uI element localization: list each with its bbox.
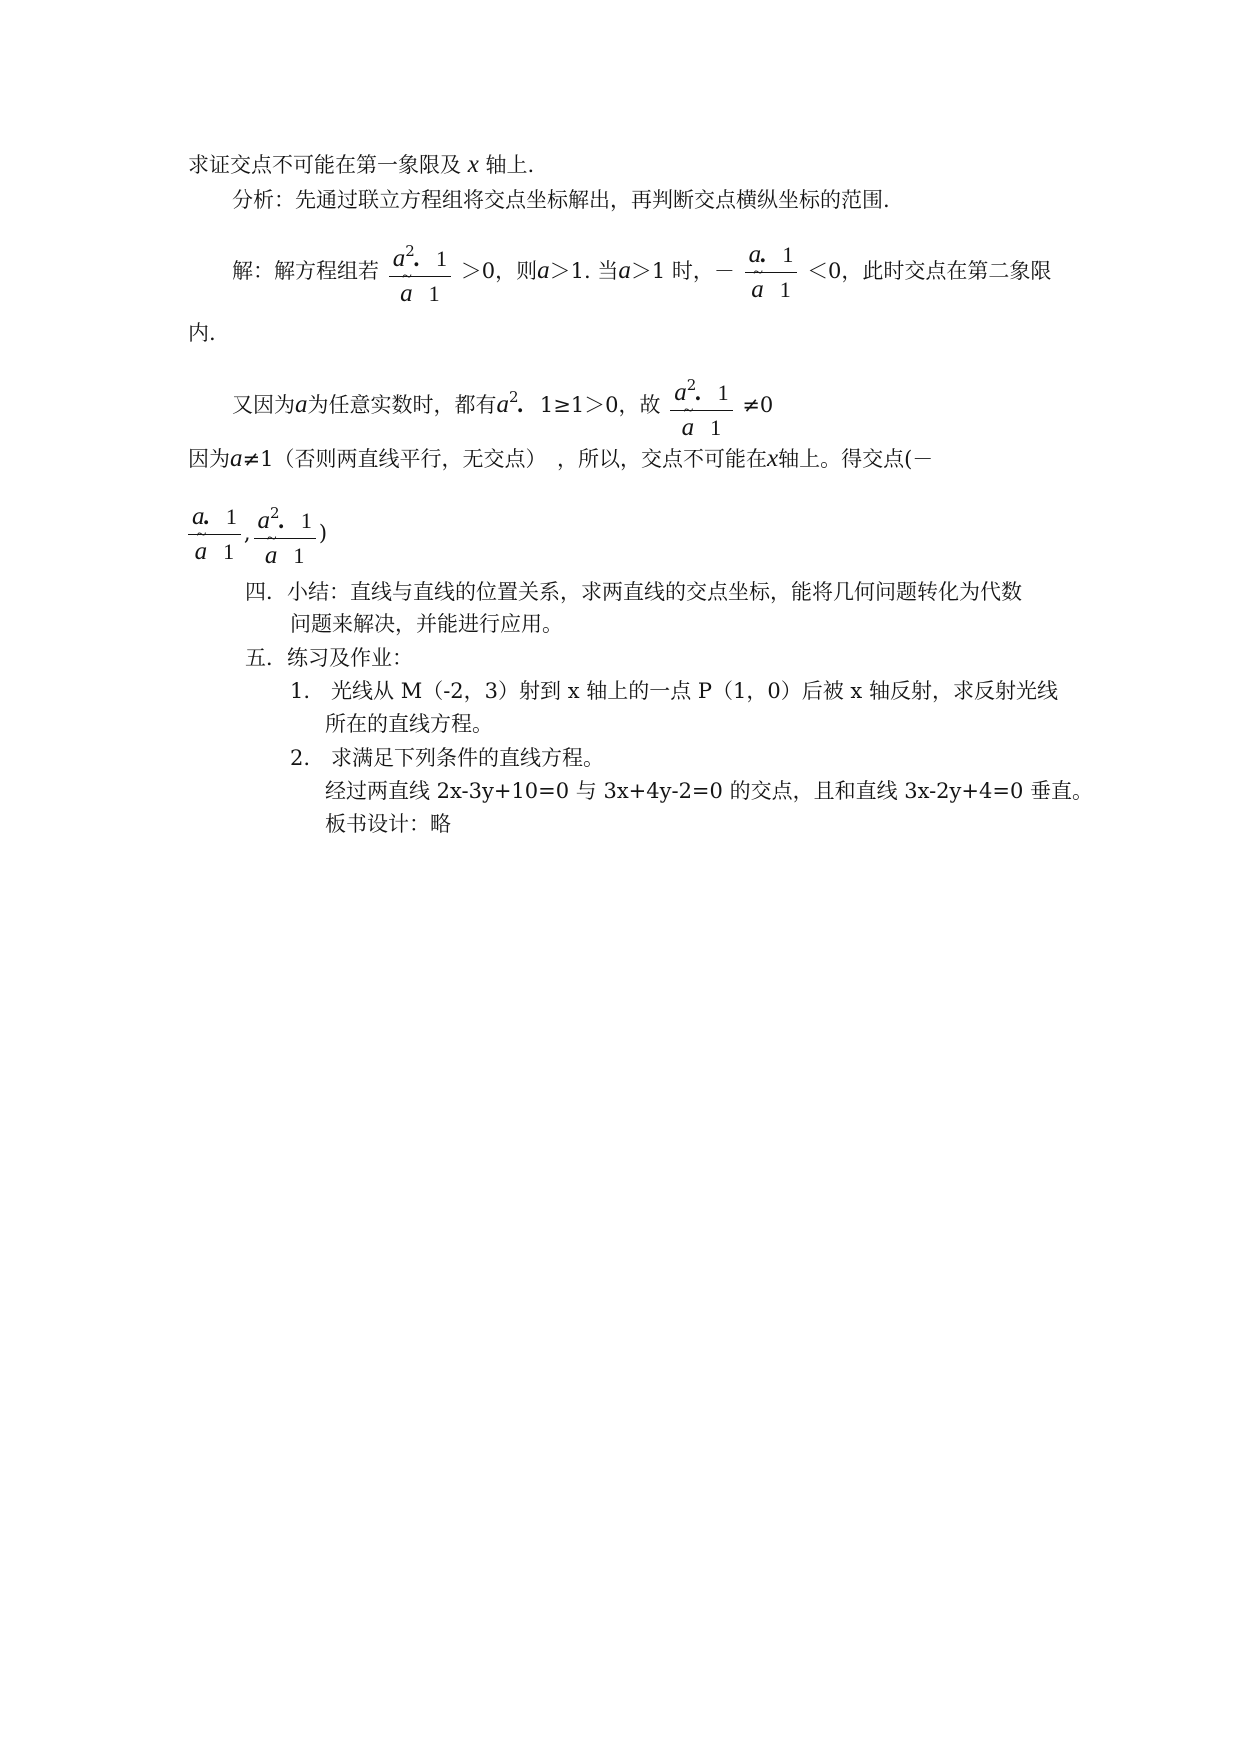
solution-line: [232, 236, 1051, 309]
math-var-a: a: [496, 391, 509, 418]
exercise-1-text: 1. 光线从 M（-2，3）射到 x 轴上的一点 P（1，0）后被 x 轴反射，求反射光线: [290, 679, 1058, 703]
intersection-coordinate: [188, 498, 327, 571]
exercise-1-text-cont: 所在的直线方程。: [325, 712, 493, 736]
math-var-a: a: [230, 445, 243, 472]
summary-text-2: 问题来解决，并能进行应用。: [290, 612, 563, 636]
practice-heading-text: 五．练习及作业：: [245, 646, 413, 670]
fraction-a-over-a-1: $\frac{a. 1}{a \sim 1}$: [745, 240, 798, 305]
solution-text-1: 解：解方程组若: [232, 259, 379, 283]
solution-end-text: 内.: [188, 321, 216, 345]
exercise-2-text-cont: 经过两直线 2x-3y+10=0 与 3x+4y-2=0 的交点，且和直线 3x-2y+4=0 垂直。: [325, 779, 1093, 803]
summary-line-1: [245, 578, 1022, 606]
fraction-a-over-a-1: $\frac{a. 1}{a \sim 1}$: [188, 502, 241, 567]
exercise-2-line-1: [290, 744, 604, 772]
math-var-x: x: [766, 445, 779, 472]
also-line: 又因为a为任意实数时，都有$a^2$. 1≥1＞0，故 $\frac{a^2. 1}{a \sim 1}$ ≠0: [232, 367, 773, 443]
fraction-a2-over-a-1: $\frac{a^2. 1}{a \sim 1}$: [670, 370, 732, 443]
fraction-a2-over-a-1: $\frac{a^2. 1}{a \sim 1}$: [254, 498, 316, 571]
also-text-1: 又因为: [232, 393, 295, 417]
because-text-1: 因为: [188, 447, 230, 471]
solution-text-5: ＜0，此时交点在第二象限: [807, 259, 1052, 283]
also-text-4: ≠0: [742, 393, 774, 417]
analysis-paragraph: [232, 186, 890, 214]
math-var-x: x: [467, 151, 479, 178]
comma: ,: [243, 521, 251, 545]
solution-continuation: [188, 319, 216, 347]
superscript-2: 2: [509, 388, 519, 406]
solution-text-2: ＞0，则: [460, 259, 538, 283]
board-design-line: [325, 810, 451, 838]
analysis-text: 分析：先通过联立方程组将交点坐标解出，再判断交点横纵坐标的范围.: [232, 188, 890, 212]
problem-text-end: 轴上.: [478, 153, 535, 177]
exercise-1-line-2: [325, 710, 493, 738]
board-design-text: 板书设计：略: [325, 812, 451, 836]
because-line: [188, 445, 933, 473]
because-text-3: 轴上。得交点(－: [778, 447, 934, 471]
math-var-a: a: [618, 257, 631, 284]
exercise-2-line-2: [325, 777, 1093, 805]
also-text-2: 为任意实数时，都有: [307, 393, 497, 417]
also-text-3: 1≥1＞0，故: [539, 393, 661, 417]
math-var-a: a: [295, 391, 308, 418]
exercise-1-line-1: [290, 677, 1058, 705]
exercise-2-text: 2. 求满足下列条件的直线方程。: [290, 746, 605, 770]
coordinate-close-paren: ): [318, 521, 328, 545]
solution-text-4: ＞1 时，－: [630, 259, 735, 283]
math-var-a: a: [537, 257, 550, 284]
problem-statement: [188, 151, 534, 179]
summary-text-1: 四．小结：直线与直线的位置关系，求两直线的交点坐标，能将几何问题转化为代数: [245, 580, 1022, 604]
practice-heading: [245, 644, 413, 672]
because-text-2: ≠1（否则两直线平行，无交点） ，所以，交点不可能在: [242, 447, 767, 471]
solution-text-3: ＞1. 当: [549, 259, 619, 283]
summary-line-2: [290, 610, 563, 638]
problem-text: 求证交点不可能在第一象限及: [188, 153, 468, 177]
fraction-a2-over-a-1: $\frac{a^2. 1}{a \sim 1}$: [389, 236, 451, 309]
